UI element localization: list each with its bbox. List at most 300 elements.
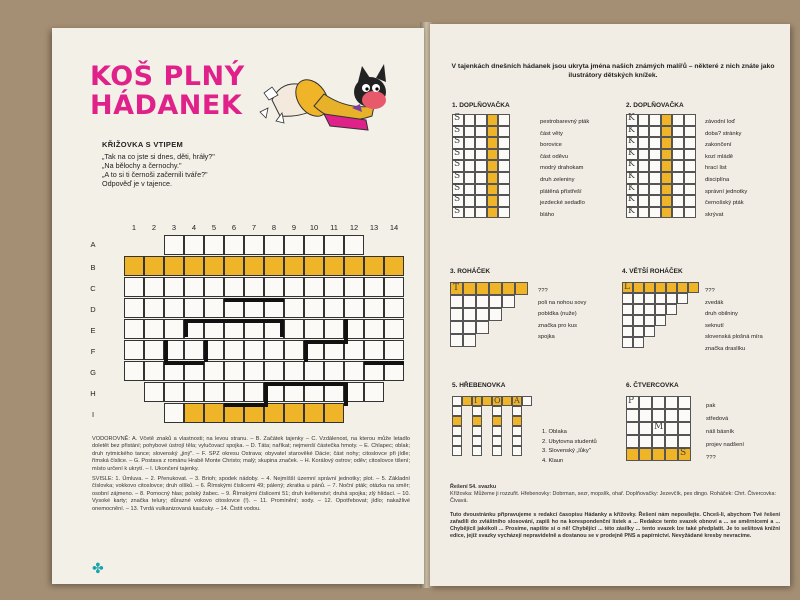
puzzle-cell [452, 406, 462, 416]
puzzle-cell [672, 149, 684, 161]
puzzle-cell [512, 446, 522, 456]
puzzle-cell [487, 126, 499, 138]
puzzle-cell [482, 396, 492, 406]
grid-cell [304, 256, 324, 276]
row-letter: G [90, 368, 96, 377]
grid-cell [204, 256, 224, 276]
puzzle-cell [649, 160, 661, 172]
grid-letter: S [454, 136, 461, 147]
grid-letter: K [628, 194, 635, 205]
grid-cell [124, 298, 144, 318]
puzzle-cell [649, 172, 661, 184]
puzzle-cell [661, 160, 673, 172]
puzzle-cell [515, 282, 528, 295]
grid-cell [224, 277, 244, 297]
clue-item: skrývat [705, 211, 724, 218]
section-2-title: 2. DOPLŇOVAČKA [626, 102, 684, 109]
column-number: 14 [389, 223, 399, 232]
puzzle-cell [498, 184, 510, 196]
row-letter: A [90, 240, 96, 249]
puzzle-cell [512, 436, 522, 446]
puzzle-cell [476, 282, 489, 295]
puzzle-cell [489, 282, 502, 295]
solution-text: Křížovka: Můžeme ji rozzuřit. Hřebenovky: Dobrman, sezr, mopslík, ohař. Doplňovačky: Jezevčík, pes dingo. Roháček: Chrt. Čtvercovka: Čivavá. [450, 491, 776, 504]
clue-item: disciplína [705, 176, 730, 183]
puzzle-cell [661, 114, 673, 126]
puzzle-cell [498, 160, 510, 172]
clue-item: hrací list [705, 165, 727, 172]
crossword-subtitle: KŘIŽOVKA S VTIPEM [102, 140, 184, 149]
clue-item: středová [706, 416, 729, 422]
grid-cell [364, 298, 384, 318]
left-page [52, 28, 424, 584]
cat-with-basket-illustration [252, 58, 392, 138]
puzzle-cell [672, 137, 684, 149]
puzzle-cell [644, 282, 655, 293]
puzzle-cell [512, 416, 522, 426]
clue-item: zakončení [705, 142, 732, 149]
puzzle-cell [666, 293, 677, 304]
puzzle-cell [502, 396, 512, 406]
clue-item: slovenská plošná míra [705, 334, 763, 341]
grid-letter: K [628, 159, 635, 170]
column-number: 13 [369, 223, 379, 232]
grid-cell [284, 298, 304, 318]
solution-title: Řešení 54. svazku [450, 484, 497, 490]
puzzle-cell [672, 172, 684, 184]
grid-cell [124, 361, 144, 381]
puzzle-cell [684, 137, 696, 149]
column-number: 6 [231, 223, 237, 232]
clue-item: 1. Oblaka [542, 429, 567, 435]
puzzle-cell [622, 326, 633, 337]
puzzle-cell [498, 114, 510, 126]
puzzle-cell [665, 435, 678, 448]
grid-cell [244, 235, 264, 255]
row-letter: H [90, 389, 96, 398]
grid-thick-border [344, 319, 348, 341]
puzzle-cell [639, 422, 652, 435]
crossword-clues [92, 436, 410, 513]
clue-item: zvedák [705, 299, 724, 306]
grid-cell [384, 277, 404, 297]
puzzle-cell [649, 114, 661, 126]
puzzle-cell [487, 184, 499, 196]
puzzle-4-clues [705, 286, 763, 356]
grid-letter: L [624, 282, 630, 292]
grid-cell [344, 235, 364, 255]
puzzle-cell [487, 172, 499, 184]
puzzle-cell [677, 282, 688, 293]
puzzle-cell [512, 406, 522, 416]
clue-item: borovice [540, 142, 562, 149]
grid-cell [324, 403, 344, 423]
grid-cell [324, 235, 344, 255]
puzzle-cell [492, 416, 502, 426]
riddle-line: „Tak na co jste si dnes, děti, hráły?" [102, 152, 215, 161]
clue-item: ??? [706, 455, 716, 461]
clue-item: modrý drahokam [540, 165, 584, 172]
grid-thick-border [304, 340, 348, 344]
section-1-title: 1. DOPLŇOVAČKA [452, 102, 510, 109]
puzzle-cell [472, 426, 482, 436]
grid-cell [384, 256, 404, 276]
puzzle-cell [463, 282, 476, 295]
title-line-1: KOŠ PLNÝ [90, 61, 245, 92]
grid-cell [364, 277, 384, 297]
puzzle-cell [487, 195, 499, 207]
grid-cell [264, 277, 284, 297]
puzzle-cell [472, 416, 482, 426]
right-page-intro: V tajenkách dnešních hádanek jsou ukryta jména našich známých malířů – některé z nich znáte jako ilustrátory dětských knížek. [451, 63, 775, 79]
row-letter: I [91, 410, 95, 419]
grid-cell [144, 361, 164, 381]
puzzle-cell [661, 126, 673, 138]
grid-cell [224, 340, 244, 360]
puzzle-cell [498, 207, 510, 219]
column-number: 9 [291, 223, 297, 232]
puzzle-cell [644, 293, 655, 304]
column-number: 12 [349, 223, 359, 232]
puzzle-cell [661, 149, 673, 161]
grid-cell [144, 256, 164, 276]
puzzle-cell [498, 195, 510, 207]
puzzle-cell [661, 207, 673, 219]
riddle-line: „Na bělochy a černochy." [102, 161, 182, 170]
clue-item: projev nadšení [706, 442, 745, 448]
grid-cell [164, 403, 184, 423]
grid-cell [144, 340, 164, 360]
grid-cell [284, 235, 304, 255]
puzzle-cell [502, 282, 515, 295]
puzzle-cell [498, 137, 510, 149]
clue-item: pobídka (nuže) [538, 311, 577, 318]
riddle-text [102, 152, 322, 188]
clue-item: část oděvu [540, 153, 569, 160]
puzzle-cell [622, 337, 633, 348]
clue-item: ??? [538, 288, 548, 294]
grid-cell [164, 319, 184, 339]
puzzle-cell [639, 409, 652, 422]
puzzle-cell [672, 126, 684, 138]
puzzle-cell [464, 184, 476, 196]
puzzle-3-clues [538, 286, 586, 344]
puzzle-cell [644, 304, 655, 315]
column-number: 8 [271, 223, 277, 232]
grid-cell [224, 382, 244, 402]
puzzle-cell [463, 308, 476, 321]
puzzle-cell [492, 406, 502, 416]
grid-cell [324, 298, 344, 318]
puzzle-cell [450, 321, 463, 334]
puzzle-cell [655, 293, 666, 304]
puzzle-cell [649, 126, 661, 138]
puzzle-cell [633, 337, 644, 348]
clue-item: jezdecké sedadlo [540, 200, 585, 207]
puzzle-cell [450, 295, 463, 308]
puzzle-cell [661, 184, 673, 196]
puzzle-5-clues [542, 428, 597, 466]
puzzle-cell [666, 282, 677, 293]
grid-letter: S [454, 182, 461, 193]
puzzle-cell [638, 184, 650, 196]
grid-cell [304, 298, 324, 318]
grid-letter: S [454, 205, 461, 216]
grid-cell [244, 256, 264, 276]
puzzle-cell [633, 315, 644, 326]
puzzle-cell [672, 195, 684, 207]
grid-cell [284, 361, 304, 381]
clue-item: pak [706, 403, 716, 409]
grid-cell [224, 235, 244, 255]
column-number: 4 [191, 223, 197, 232]
puzzle-cell [475, 207, 487, 219]
puzzle-cell [672, 114, 684, 126]
grid-thick-border [264, 382, 344, 386]
puzzle-cell [498, 126, 510, 138]
puzzle-cell [652, 448, 665, 461]
grid-cell [304, 235, 324, 255]
puzzle-cell [672, 184, 684, 196]
puzzle-6-clues [706, 400, 744, 465]
puzzle-cell [622, 315, 633, 326]
grid-cell [364, 340, 384, 360]
grid-cell [324, 256, 344, 276]
grid-cell [364, 319, 384, 339]
grid-cell [284, 256, 304, 276]
section-4-title: 4. VĚTŠÍ ROHÁČEK [622, 268, 683, 275]
puzzle-cell [464, 195, 476, 207]
clue-item: pestrobarevný pták [540, 119, 590, 125]
clue-item: část věty [540, 130, 563, 137]
clue-item: ??? [705, 288, 715, 294]
puzzle-cell [487, 207, 499, 219]
puzzle-cell [638, 149, 650, 161]
grid-letter: S [454, 171, 461, 181]
puzzle-cell [661, 195, 673, 207]
puzzle-cell [502, 295, 515, 308]
puzzle-cell [649, 137, 661, 149]
grid-cell [224, 256, 244, 276]
puzzle-cell [638, 160, 650, 172]
puzzle-cell [633, 282, 644, 293]
grid-thick-border [164, 361, 204, 365]
puzzle-cell [633, 326, 644, 337]
grid-letter: S [680, 448, 687, 458]
puzzle-cell [464, 160, 476, 172]
puzzle-cell [626, 422, 639, 435]
grid-cell [184, 256, 204, 276]
column-numbers [124, 223, 414, 233]
puzzle-cell [475, 195, 487, 207]
puzzle-cell [626, 448, 639, 461]
puzzle-cell [661, 137, 673, 149]
grid-cell [144, 277, 164, 297]
grid-cell [184, 277, 204, 297]
puzzle-cell [462, 396, 472, 406]
grid-cell [184, 298, 204, 318]
puzzle-cell [652, 435, 665, 448]
puzzle-cell [665, 396, 678, 409]
grid-cell [244, 382, 264, 402]
puzzle-cell [639, 448, 652, 461]
clues-vertical: SVISLE: 1. Úmluva. – 2. Přenukovat. – 3. Brioh; spodek nádoby. – 4. Nejmíšší územní správní jednotky; plot. – 5. Základní číslovka; vokkovo citoslovce; druh olšků. – 6. Římskými číslicemi 49; pálený; zkratka u pánů. – 7. Noční pták; otázka na směr; osobní zájmeno. – 8. Pomocný hlas; polský žabec. – 9. Římskými číslicemi 51; druh květenství; druhá spojka; zlý hlídací. – 10. Vysoké karty; značka telury; důrazné vokovo citoslovce (!). – 11. Prominění; sody. – 12. Opotřebovat; jídlo; nakažlivé onemocnění. – 13. Tvrdá vulkanizovaná kaučuky. – 14. Čistit vodou. [92, 476, 410, 512]
grid-letter: S [454, 113, 461, 123]
puzzle-cell [472, 406, 482, 416]
grid-cell [164, 298, 184, 318]
puzzle-cell [633, 293, 644, 304]
clue-item: správní jednotky [705, 188, 748, 195]
puzzle-cell [512, 426, 522, 436]
puzzle-cell [639, 435, 652, 448]
puzzle-cell [661, 172, 673, 184]
grid-cell [384, 319, 404, 339]
puzzle-cell [638, 114, 650, 126]
puzzle-cell [638, 207, 650, 219]
grid-cell [264, 361, 284, 381]
grid-cell [164, 382, 184, 402]
clover-icon: ✤ [92, 560, 104, 576]
clue-item: závodní loď [705, 119, 735, 125]
puzzle-cell [644, 315, 655, 326]
grid-cell [384, 340, 404, 360]
grid-letter: K [628, 182, 635, 193]
grid-cell [284, 403, 304, 423]
puzzle-cell [522, 396, 532, 406]
puzzle-cell [464, 172, 476, 184]
puzzle-cell [476, 321, 489, 334]
puzzle-cell [649, 149, 661, 161]
grid-thick-border [304, 340, 308, 362]
puzzle-cell [475, 172, 487, 184]
grid-cell [304, 277, 324, 297]
grid-thick-border [184, 319, 284, 323]
puzzle-cell [678, 396, 691, 409]
column-number: 3 [171, 223, 177, 232]
solution-block [450, 484, 780, 505]
puzzle-cell [684, 195, 696, 207]
clue-item: druh obilniny [705, 311, 738, 318]
grid-letter: A [514, 396, 520, 405]
grid-cell [124, 319, 144, 339]
grid-cell [124, 277, 144, 297]
clue-item: kozí mládě [705, 153, 734, 160]
puzzle-cell [633, 304, 644, 315]
puzzle-cell [672, 160, 684, 172]
puzzle-cell [475, 160, 487, 172]
title-line-2: HÁDANEK [90, 90, 243, 121]
grid-cell [284, 277, 304, 297]
puzzle-cell [463, 321, 476, 334]
grid-cell [184, 403, 204, 423]
puzzle-cell [677, 293, 688, 304]
puzzle-cell [626, 409, 639, 422]
puzzle-cell [688, 282, 699, 293]
grid-letter: I [474, 396, 478, 405]
grid-letter: S [454, 147, 461, 158]
clue-item: druh zeleniny [540, 176, 575, 183]
grid-cell [384, 298, 404, 318]
puzzle-cell [498, 149, 510, 161]
puzzle-cell [638, 137, 650, 149]
puzzle-cell [476, 295, 489, 308]
puzzle-cell [649, 207, 661, 219]
row-letter: F [90, 347, 96, 356]
page-title [90, 62, 245, 120]
clue-item: značka draslíku [705, 345, 746, 352]
puzzle-cell [487, 114, 499, 126]
puzzle-cell [472, 436, 482, 446]
grid-thick-border [204, 340, 208, 362]
column-number: 11 [330, 223, 338, 232]
puzzle-cell [644, 326, 655, 337]
grid-cell [324, 361, 344, 381]
puzzle-cell [652, 409, 665, 422]
puzzle-cell [492, 426, 502, 436]
grid-cell [124, 256, 144, 276]
clue-item: 3. Slovenský „lůky" [542, 448, 591, 454]
grid-letter: S [454, 194, 461, 205]
column-number: 7 [251, 223, 257, 232]
grid-cell [364, 256, 384, 276]
grid-cell [264, 340, 284, 360]
puzzle-cell [464, 207, 476, 219]
section-5-title: 5. HŘEBENOVKA [452, 382, 506, 389]
clue-item: seknutí [705, 322, 724, 329]
grid-cell [204, 298, 224, 318]
grid-cell [324, 277, 344, 297]
puzzle-cell [452, 426, 462, 436]
puzzle-cell [487, 149, 499, 161]
grid-cell [204, 382, 224, 402]
puzzle-cell [678, 435, 691, 448]
puzzle-cell [464, 137, 476, 149]
clue-item: 4. Klaun [542, 457, 564, 464]
puzzle-cell [638, 195, 650, 207]
grid-cell [344, 361, 364, 381]
grid-cell [204, 277, 224, 297]
puzzle-cell [684, 149, 696, 161]
grid-cell [184, 382, 204, 402]
puzzle-cell [638, 126, 650, 138]
puzzle-cell [487, 160, 499, 172]
grid-cell [184, 235, 204, 255]
puzzle-cell [463, 295, 476, 308]
grid-cell [264, 235, 284, 255]
grid-cell [284, 319, 304, 339]
puzzle-cell [475, 137, 487, 149]
puzzle-cell [665, 448, 678, 461]
puzzle-cell [638, 172, 650, 184]
puzzle-cell [489, 295, 502, 308]
puzzle-cell [639, 396, 652, 409]
puzzle-cell [684, 126, 696, 138]
grid-letter: K [628, 124, 635, 135]
puzzle-cell [684, 160, 696, 172]
puzzle-cell [463, 334, 476, 347]
grid-cell [244, 361, 264, 381]
clue-item: černošský pták [705, 200, 744, 207]
puzzle-cell [665, 409, 678, 422]
puzzle-cell [678, 422, 691, 435]
puzzle-cell [666, 304, 677, 315]
grid-letter: K [628, 205, 635, 216]
grid-cell [204, 403, 224, 423]
puzzle-cell [655, 304, 666, 315]
puzzle-cell [450, 308, 463, 321]
puzzle-cell [678, 409, 691, 422]
grid-cell [264, 256, 284, 276]
